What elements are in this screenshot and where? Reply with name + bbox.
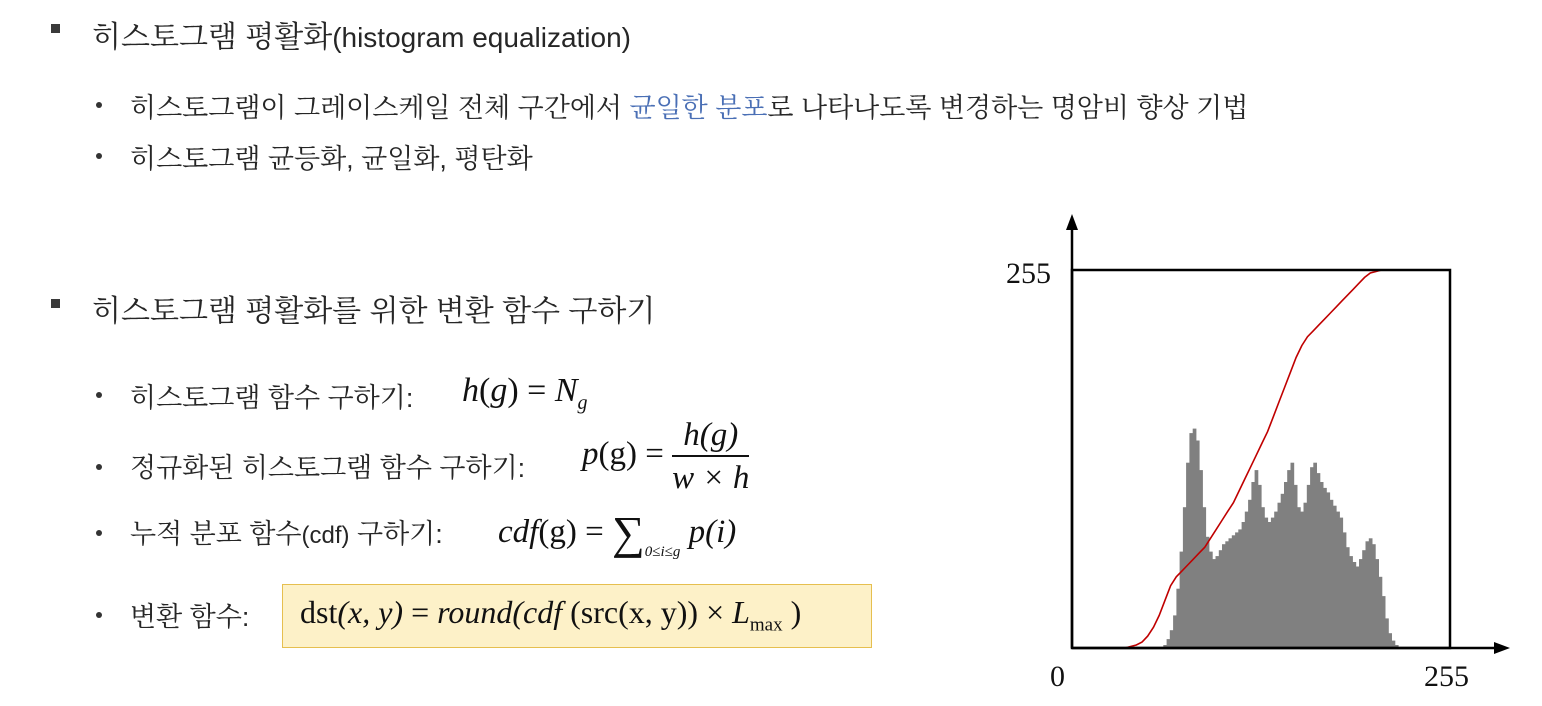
histogram-bar — [1199, 470, 1203, 648]
histogram-bar — [1242, 522, 1246, 648]
histogram-bar — [1359, 559, 1363, 648]
histogram-bar — [1379, 577, 1383, 648]
histogram-bar — [1268, 522, 1272, 648]
histogram-bar — [1180, 552, 1184, 648]
histogram-bar — [1225, 541, 1229, 648]
histogram-bar — [1388, 633, 1392, 648]
histogram-bar — [1238, 529, 1242, 648]
item-cdf-label: 누적 분포 함수(cdf) 구하기: — [130, 519, 443, 549]
fraction: $\frac{h(g)}{w \times h}$ — [672, 417, 750, 496]
item-histogram-label: 히스토그램 함수 구하기: — [130, 383, 414, 413]
histogram-bar — [1232, 535, 1236, 648]
histogram-bar — [1356, 567, 1360, 649]
formula-histogram: $h(g) = N_g$ — [462, 372, 588, 414]
histogram-bar — [1193, 429, 1197, 648]
histogram-bar — [1366, 541, 1370, 648]
histogram-bar — [1167, 639, 1171, 648]
histogram-bar — [1216, 556, 1220, 648]
histogram-bar — [1307, 485, 1311, 648]
histogram-bar — [1385, 618, 1389, 648]
histogram-bar — [1323, 488, 1327, 648]
histogram-bar — [1281, 494, 1285, 648]
histogram-bar — [1206, 537, 1210, 648]
histogram-bar — [1362, 550, 1366, 648]
histogram-bar — [1336, 512, 1340, 648]
histogram-bar — [1317, 473, 1321, 648]
section1-bullet-1: 히스토그램이 그레이스케일 전체 구간에서 균일한 분포로 나타나도록 변경하는 명암비 향상 기법 — [130, 93, 1249, 123]
histogram-bar — [1382, 596, 1386, 648]
histogram-bar — [1284, 482, 1288, 648]
histogram-bar — [1261, 507, 1265, 648]
histogram-bar — [1287, 470, 1291, 648]
histogram-bar — [1251, 482, 1255, 648]
item-transform-label: 변환 함수: — [130, 602, 250, 632]
y-axis-arrow-icon — [1066, 214, 1078, 230]
histogram-bar — [1271, 518, 1275, 648]
histogram-bar — [1330, 500, 1334, 648]
histogram-bar — [1313, 463, 1317, 648]
y-tick-label: 255 — [1006, 257, 1051, 290]
histogram-bar — [1343, 532, 1347, 648]
histogram-bar — [1291, 463, 1295, 648]
formula-transform: dst(x, y) = round(cdf (src(x, $y)) \times L_{max}$ ) — [300, 594, 802, 636]
histogram-bar — [1264, 518, 1268, 648]
histogram-bar — [1186, 463, 1190, 648]
histogram-bar — [1339, 518, 1343, 648]
histogram-bar — [1278, 503, 1282, 648]
histogram-bar — [1326, 492, 1330, 648]
histogram-bar — [1333, 506, 1337, 648]
histogram-bar — [1346, 547, 1350, 648]
histogram-bar — [1248, 500, 1252, 648]
histogram-bar — [1170, 630, 1174, 648]
histogram-bar — [1372, 544, 1376, 648]
histogram-bar — [1369, 538, 1373, 648]
histogram-bar — [1202, 507, 1206, 648]
histogram-bar — [1258, 485, 1262, 648]
formula-cdf: $cdf(g) = \sum_{0\le i\le g}$ p(i) — [498, 507, 737, 560]
histogram-bar — [1304, 503, 1308, 648]
histogram-bar — [1196, 441, 1200, 649]
histogram-bar — [1176, 589, 1180, 648]
histogram-bar — [1229, 538, 1233, 648]
histogram-bar — [1245, 512, 1249, 648]
x-axis-arrow-icon — [1494, 642, 1510, 654]
histogram-bar — [1300, 512, 1304, 648]
histogram-bar — [1375, 559, 1379, 648]
histogram-bar — [1219, 550, 1223, 648]
histogram-bar — [1209, 552, 1213, 648]
histogram-bar — [1353, 562, 1357, 648]
section1-bullet-2: 히스토그램 균등화, 균일화, 평탄화 — [130, 144, 533, 174]
accent-text: 균일한 분포 — [629, 93, 768, 123]
x-tick-label-end: 255 — [1424, 660, 1469, 693]
section1-title-latin: (histogram equalization) — [332, 22, 631, 53]
histogram-bars — [1163, 429, 1398, 648]
histogram-bar — [1212, 559, 1216, 648]
histogram-bar — [1297, 507, 1301, 648]
section2-title: 히스토그램 평활화를 위한 변환 함수 구하기 — [92, 295, 656, 328]
histogram-bar — [1310, 467, 1314, 648]
histogram-bar — [1222, 544, 1226, 648]
histogram-bar — [1274, 512, 1278, 648]
histogram-bar — [1320, 482, 1324, 648]
sigma-symbol: ∑ — [611, 507, 645, 558]
section1-title: 히스토그램 평활화(histogram equalization) — [92, 21, 631, 54]
item-normalized-label: 정규화된 히스토그램 함수 구하기: — [130, 453, 526, 483]
histogram-bar — [1189, 433, 1193, 648]
histogram-bar — [1183, 507, 1187, 648]
formula-normalized: p(g) = $\frac{h(g)}{w \times h}$ — [582, 417, 750, 496]
histogram-bar — [1173, 615, 1177, 648]
histogram-bar — [1255, 470, 1259, 648]
histogram-bar — [1235, 532, 1239, 648]
histogram-bar — [1294, 485, 1298, 648]
histogram-bar — [1349, 556, 1353, 648]
x-tick-label-start: 0 — [1050, 660, 1065, 693]
